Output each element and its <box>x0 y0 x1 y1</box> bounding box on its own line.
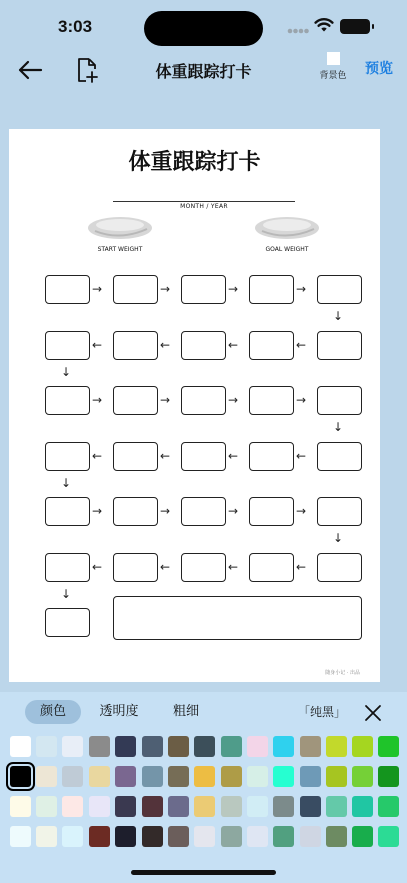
background-color-button[interactable] <box>318 52 348 81</box>
tab-opacity[interactable]: 透明度 <box>99 704 139 719</box>
arrow-right-icon: → <box>92 393 103 407</box>
color-swatch[interactable] <box>300 796 321 817</box>
color-swatch[interactable] <box>326 796 347 817</box>
tracker-box[interactable] <box>45 386 90 415</box>
current-color-label: 「纯黑」 <box>298 705 347 719</box>
status-time: 3:03 <box>58 17 93 36</box>
color-swatch[interactable] <box>194 796 215 817</box>
color-swatch[interactable] <box>115 796 136 817</box>
nav-bar <box>0 52 407 88</box>
arrow-right-icon: → <box>92 282 103 296</box>
arrow-down-icon: ↓ <box>61 587 72 601</box>
arrow-right-icon: → <box>160 504 171 518</box>
color-swatch[interactable] <box>326 766 347 787</box>
tracker-box[interactable] <box>113 331 158 360</box>
color-swatch[interactable] <box>36 736 57 757</box>
color-swatch[interactable] <box>378 736 399 757</box>
color-swatch[interactable] <box>247 736 268 757</box>
arrow-left-icon: ← <box>296 560 307 574</box>
color-swatch[interactable] <box>142 826 163 847</box>
tracker-box[interactable] <box>317 553 362 582</box>
arrow-right-icon: → <box>92 504 103 518</box>
tracker-box[interactable] <box>317 275 362 304</box>
color-swatch[interactable] <box>115 766 136 787</box>
cellular-signal-icon <box>287 28 309 34</box>
tracker-box[interactable] <box>45 275 90 304</box>
color-swatch[interactable] <box>89 766 110 787</box>
month-year-label: MONTH / YEAR <box>180 203 228 210</box>
tracker-box[interactable] <box>317 386 362 415</box>
color-swatch[interactable] <box>89 796 110 817</box>
color-swatch[interactable] <box>89 736 110 757</box>
color-swatch[interactable] <box>352 766 373 787</box>
preview-button[interactable]: 预览 <box>365 61 393 77</box>
tracker-box[interactable] <box>249 553 294 582</box>
color-swatch[interactable] <box>273 796 294 817</box>
panel-tabs <box>0 692 407 732</box>
color-swatch[interactable] <box>378 766 399 787</box>
color-swatch[interactable] <box>62 826 83 847</box>
tracker-box[interactable] <box>45 497 90 526</box>
color-swatch[interactable] <box>10 796 31 817</box>
color-swatch[interactable] <box>89 826 110 847</box>
color-swatch[interactable] <box>168 736 189 757</box>
tracker-box[interactable] <box>181 386 226 415</box>
tracker-box[interactable] <box>181 553 226 582</box>
arrow-left-icon: ← <box>92 338 103 352</box>
goal-scale-illustration <box>252 213 322 243</box>
tracker-box[interactable] <box>181 331 226 360</box>
arrow-left-icon: ← <box>92 449 103 463</box>
arrow-left-icon: ← <box>228 449 239 463</box>
tracker-box[interactable] <box>317 442 362 471</box>
color-swatch[interactable] <box>168 796 189 817</box>
wifi-icon <box>314 17 334 33</box>
tracker-box[interactable] <box>249 386 294 415</box>
background-color-swatch <box>327 52 340 65</box>
color-swatch[interactable] <box>221 736 242 757</box>
arrow-left-icon: ← <box>92 560 103 574</box>
color-swatch[interactable] <box>273 826 294 847</box>
color-swatch[interactable] <box>247 796 268 817</box>
arrow-right-icon: → <box>296 282 307 296</box>
color-swatch[interactable] <box>62 766 83 787</box>
color-swatch[interactable] <box>300 826 321 847</box>
tracker-box[interactable] <box>317 497 362 526</box>
color-swatch[interactable] <box>36 826 57 847</box>
document-canvas[interactable] <box>9 129 380 682</box>
tab-color[interactable]: 颜色 <box>25 700 81 724</box>
tracker-box[interactable] <box>249 442 294 471</box>
tracker-box[interactable] <box>249 331 294 360</box>
arrow-right-icon: → <box>296 504 307 518</box>
tracker-box[interactable] <box>249 497 294 526</box>
color-swatch[interactable] <box>300 766 321 787</box>
arrow-right-icon: → <box>296 393 307 407</box>
dynamic-island <box>144 11 263 46</box>
arrow-down-icon: ↓ <box>333 531 344 545</box>
arrow-left-icon: ← <box>296 449 307 463</box>
color-swatch[interactable] <box>142 766 163 787</box>
arrow-left-icon: ← <box>228 560 239 574</box>
tracker-box[interactable] <box>113 275 158 304</box>
color-swatch[interactable] <box>142 736 163 757</box>
notes-box[interactable] <box>113 596 362 640</box>
page-title: 体重跟踪打卡 <box>155 62 252 81</box>
color-swatch[interactable] <box>247 826 268 847</box>
tracker-box[interactable] <box>249 275 294 304</box>
document-footnote: 随身小记 · 出品 <box>325 670 360 676</box>
tracker-box[interactable] <box>317 331 362 360</box>
color-swatch[interactable] <box>10 826 31 847</box>
arrow-down-icon: ↓ <box>61 476 72 490</box>
tracker-box[interactable] <box>45 553 90 582</box>
tracker-box[interactable] <box>45 442 90 471</box>
arrow-left-icon: ← <box>160 560 171 574</box>
status-bar <box>0 0 407 52</box>
tracker-box[interactable] <box>113 497 158 526</box>
color-swatch[interactable] <box>194 766 215 787</box>
month-year-line <box>113 201 295 202</box>
color-swatch[interactable] <box>36 766 57 787</box>
color-swatch[interactable] <box>10 766 31 787</box>
color-swatch[interactable] <box>221 826 242 847</box>
arrow-left-icon: ← <box>228 338 239 352</box>
color-swatch[interactable] <box>10 736 31 757</box>
color-swatch[interactable] <box>62 796 83 817</box>
color-swatch[interactable] <box>142 796 163 817</box>
tracker-box[interactable] <box>45 331 90 360</box>
arrow-down-icon: ↓ <box>333 420 344 434</box>
color-swatch[interactable] <box>300 736 321 757</box>
arrow-down-icon: ↓ <box>333 309 344 323</box>
color-swatch[interactable] <box>273 766 294 787</box>
color-panel <box>0 692 407 883</box>
tracker-box[interactable] <box>113 386 158 415</box>
color-swatch[interactable] <box>168 826 189 847</box>
arrow-right-icon: → <box>160 393 171 407</box>
arrow-right-icon: → <box>228 393 239 407</box>
color-swatch[interactable] <box>62 736 83 757</box>
color-swatch[interactable] <box>378 796 399 817</box>
color-swatch[interactable] <box>352 736 373 757</box>
background-color-label: 背景色 <box>319 71 347 81</box>
color-swatch[interactable] <box>378 826 399 847</box>
color-swatch[interactable] <box>115 736 136 757</box>
color-swatch[interactable] <box>352 796 373 817</box>
battery-icon <box>340 19 370 34</box>
color-swatch[interactable] <box>168 766 189 787</box>
goal-weight-label: GOAL WEIGHT <box>265 246 309 253</box>
color-swatch[interactable] <box>194 826 215 847</box>
color-swatch[interactable] <box>221 766 242 787</box>
color-swatch[interactable] <box>326 736 347 757</box>
tab-thickness[interactable]: 粗细 <box>172 704 199 719</box>
color-swatch[interactable] <box>352 826 373 847</box>
arrow-left-icon: ← <box>160 449 171 463</box>
tracker-box[interactable] <box>181 497 226 526</box>
tracker-box[interactable] <box>45 608 90 637</box>
arrow-left-icon: ← <box>296 338 307 352</box>
color-swatch[interactable] <box>36 796 57 817</box>
color-swatch[interactable] <box>194 736 215 757</box>
tracker-box[interactable] <box>181 275 226 304</box>
close-icon[interactable] <box>364 704 382 722</box>
arrow-down-icon: ↓ <box>61 365 72 379</box>
color-swatch[interactable] <box>326 826 347 847</box>
arrow-left-icon: ← <box>160 338 171 352</box>
color-swatch[interactable] <box>221 796 242 817</box>
tracker-box[interactable] <box>113 553 158 582</box>
start-weight-label: START WEIGHT <box>97 246 143 253</box>
home-indicator <box>131 870 276 875</box>
arrow-right-icon: → <box>228 282 239 296</box>
start-scale-illustration <box>85 213 155 243</box>
tracker-box[interactable] <box>113 442 158 471</box>
color-swatch[interactable] <box>247 766 268 787</box>
color-swatch[interactable] <box>273 736 294 757</box>
color-swatch[interactable] <box>115 826 136 847</box>
tracker-box[interactable] <box>181 442 226 471</box>
document-title: 体重跟踪打卡 <box>128 150 261 175</box>
arrow-right-icon: → <box>160 282 171 296</box>
arrow-right-icon: → <box>228 504 239 518</box>
